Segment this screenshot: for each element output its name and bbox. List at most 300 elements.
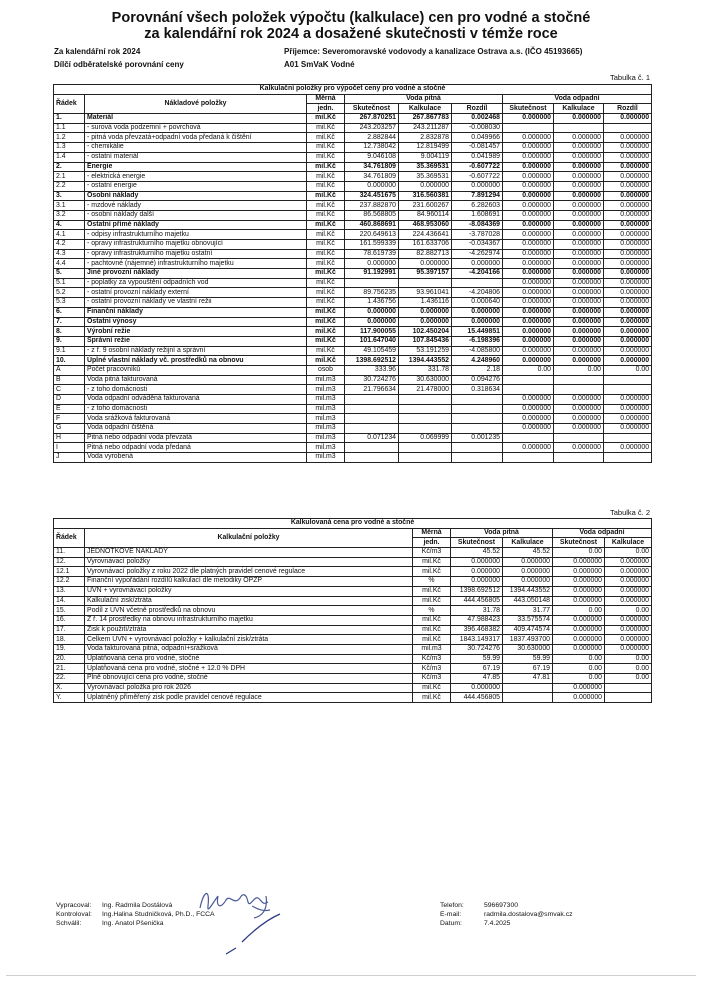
- value-cell: 0.000000: [503, 210, 554, 220]
- value-cell: 0.00: [605, 654, 652, 664]
- value-cell: 0.000000: [604, 220, 652, 230]
- value-cell: 9.004119: [399, 152, 452, 162]
- value-cell: 45.52: [503, 548, 553, 558]
- value-cell: 15.449851: [452, 327, 503, 337]
- row-id-cell: B: [54, 375, 85, 385]
- row-id-cell: 9.1: [54, 346, 85, 356]
- value-cell: 0.000000: [503, 395, 554, 405]
- value-cell: 0.000000: [604, 240, 652, 250]
- col-header-calc-ww: Kalkulace: [554, 104, 604, 114]
- value-cell: 0.000000: [553, 693, 605, 703]
- table-row: [54, 143, 652, 153]
- unit-cell: mil.Kč: [413, 693, 451, 703]
- unit-cell: mil.Kč: [413, 596, 451, 606]
- value-cell: 0.000000: [503, 298, 554, 308]
- col-header-diff: Rozdíl: [452, 104, 503, 114]
- value-cell: -0.081457: [452, 143, 503, 153]
- value-cell: 0.000000: [604, 307, 652, 317]
- item-name-cell: Voda odpadní odváděná fakturovaná: [85, 395, 307, 405]
- value-cell: 2.882844: [345, 133, 399, 143]
- row-id-cell: 3.1: [54, 201, 85, 211]
- table-row: [54, 162, 652, 172]
- col2-header-actual: Skutečnost: [451, 538, 503, 548]
- table-row: [54, 336, 652, 346]
- value-cell: 0.000000: [554, 327, 604, 337]
- unit-cell: Kč/m3: [413, 548, 451, 558]
- value-cell: [452, 424, 503, 434]
- value-cell: 0.000000: [604, 249, 652, 259]
- row-id-cell: G: [54, 424, 85, 434]
- value-cell: 91.192991: [345, 269, 399, 279]
- table1-caption: Kalkulační položky pro výpočet ceny pro vodné a stočné: [54, 85, 652, 95]
- item-name-cell: Výrobní režie: [85, 327, 307, 337]
- col2-header-actual-ww: Skutečnost: [553, 538, 605, 548]
- unit-cell: mil.Kč: [413, 635, 451, 645]
- row-id-cell: 15.: [54, 606, 85, 616]
- unit-cell: mil.Kč: [307, 298, 345, 308]
- footer-labels-left: [56, 901, 92, 928]
- table-row: [54, 181, 652, 191]
- value-cell: 0.000000: [554, 133, 604, 143]
- row-id-cell: 7.: [54, 317, 85, 327]
- prepared-by-label: Vypracoval:: [56, 902, 92, 909]
- value-cell: 0.000000: [604, 346, 652, 356]
- value-cell: 0.000000: [554, 346, 604, 356]
- value-cell: 6.282603: [452, 201, 503, 211]
- unit-cell: mil.Kč: [307, 210, 345, 220]
- value-cell: 0.000000: [503, 114, 554, 124]
- value-cell: 0.00: [605, 664, 652, 674]
- col-header-waste-water: Voda odpadní: [503, 94, 652, 104]
- value-cell: 0.000000: [345, 259, 399, 269]
- item-name-cell: Úplné vlastní náklady vč. prostředků na obnovu: [85, 356, 307, 366]
- value-cell: 0.000000: [451, 577, 503, 587]
- value-cell: 0.000000: [553, 615, 605, 625]
- col2-header-row: Řádek: [54, 528, 85, 547]
- item-name-cell: Voda pitná fakturovaná: [85, 375, 307, 385]
- value-cell: 0.000000: [604, 443, 652, 453]
- value-cell: 0.000000: [554, 259, 604, 269]
- item-name-cell: Uplatňovaná cena pro vodné, stočné: [85, 654, 413, 664]
- value-cell: 0.000000: [399, 259, 452, 269]
- value-cell: [399, 453, 452, 463]
- table-row: [54, 317, 652, 327]
- value-cell: 0.00: [553, 654, 605, 664]
- value-cell: [604, 453, 652, 463]
- value-cell: 53.191259: [399, 346, 452, 356]
- row-id-cell: 12.1: [54, 567, 85, 577]
- date-value: 7.4.2025: [484, 920, 511, 927]
- value-cell: 0.000000: [503, 317, 554, 327]
- value-cell: 84.960114: [399, 210, 452, 220]
- row-id-cell: 1.: [54, 114, 85, 124]
- value-cell: 0.000000: [452, 317, 503, 327]
- value-cell: 0.000640: [452, 298, 503, 308]
- item-name-cell: - ostatní materiál: [85, 152, 307, 162]
- row-id-cell: 1.4: [54, 152, 85, 162]
- value-cell: 0.000000: [554, 220, 604, 230]
- value-cell: 243.211287: [399, 123, 452, 133]
- row-id-cell: X.: [54, 683, 85, 693]
- row-id-cell: A: [54, 365, 85, 375]
- table-row: [54, 606, 652, 616]
- approved-by-label: Schválil:: [56, 920, 82, 927]
- value-cell: 267.870251: [345, 114, 399, 124]
- table-row: [54, 152, 652, 162]
- handwritten-signature: [196, 884, 306, 974]
- value-cell: 35.369531: [399, 172, 452, 182]
- col2-header-drinking-water: Voda pitná: [451, 528, 553, 538]
- value-cell: -4.085800: [452, 346, 503, 356]
- value-cell: 0.000000: [604, 424, 652, 434]
- unit-cell: mil.Kč: [307, 162, 345, 172]
- email-label: E-mail:: [440, 911, 462, 918]
- item-name-cell: Materiál: [85, 114, 307, 124]
- value-cell: 2.832878: [399, 133, 452, 143]
- value-cell: 0.000000: [503, 152, 554, 162]
- value-cell: [399, 424, 452, 434]
- unit-cell: mil.Kč: [307, 133, 345, 143]
- value-cell: [503, 375, 554, 385]
- value-cell: 89.756235: [345, 288, 399, 298]
- value-cell: 0.000000: [605, 577, 652, 587]
- item-name-cell: Vyrovnávací položky z roku 2022 dle platných pravidel cenové regulace: [85, 567, 413, 577]
- value-cell: 0.000000: [554, 404, 604, 414]
- value-cell: 0.000000: [604, 162, 652, 172]
- item-name-cell: - osobní náklady další: [85, 210, 307, 220]
- item-name-cell: - pitná voda převzatá+odpadní voda předaná k čištění: [85, 133, 307, 143]
- value-cell: 0.071234: [345, 433, 399, 443]
- item-name-cell: Finanční náklady: [85, 307, 307, 317]
- col-header-calc: Kalkulace: [399, 104, 452, 114]
- footer-labels-right: [440, 901, 464, 928]
- table-row: [54, 557, 652, 567]
- value-cell: 0.000000: [554, 307, 604, 317]
- table2-label: Tabulka č. 2: [610, 508, 651, 517]
- value-cell: 0.000000: [503, 414, 554, 424]
- row-id-cell: 5.2: [54, 288, 85, 298]
- table-row: [54, 577, 652, 587]
- item-name-cell: Zisk k použití/ztráta: [85, 625, 413, 635]
- row-id-cell: 12.2: [54, 577, 85, 587]
- row-id-cell: I: [54, 443, 85, 453]
- value-cell: 0.000000: [605, 625, 652, 635]
- table-row: [54, 654, 652, 664]
- row-id-cell: 5.1: [54, 278, 85, 288]
- table-row: [54, 123, 652, 133]
- value-cell: 0.000000: [553, 683, 605, 693]
- value-cell: 224.436641: [399, 230, 452, 240]
- value-cell: [452, 278, 503, 288]
- value-cell: 0.000000: [553, 625, 605, 635]
- value-cell: 7.891294: [452, 191, 503, 201]
- row-id-cell: 4.3: [54, 249, 85, 259]
- value-cell: [345, 443, 399, 453]
- value-cell: 0.000000: [503, 356, 554, 366]
- item-name-cell: ÚVN + vyrovnávací položky: [85, 586, 413, 596]
- value-cell: 267.867783: [399, 114, 452, 124]
- value-cell: -0.008030: [452, 123, 503, 133]
- value-cell: 0.000000: [345, 317, 399, 327]
- row-id-cell: 4.2: [54, 240, 85, 250]
- unit-cell: mil.Kč: [307, 201, 345, 211]
- value-cell: 0.000000: [503, 181, 554, 191]
- value-cell: 409.474574: [503, 625, 553, 635]
- value-cell: 47.988423: [451, 615, 503, 625]
- value-cell: 0.094276: [452, 375, 503, 385]
- unit-cell: mil.Kč: [307, 317, 345, 327]
- value-cell: [554, 375, 604, 385]
- value-cell: 0.00: [605, 606, 652, 616]
- unit-cell: mil.Kč: [307, 278, 345, 288]
- bottom-divider: [6, 975, 696, 976]
- unit-cell: Kč/m3: [413, 674, 451, 684]
- value-cell: 0.000000: [503, 557, 553, 567]
- row-id-cell: 2.: [54, 162, 85, 172]
- value-cell: 0.000000: [503, 288, 554, 298]
- value-cell: 161.633706: [399, 240, 452, 250]
- value-cell: 0.000000: [503, 278, 554, 288]
- document-title: [40, 10, 662, 42]
- value-cell: 59.99: [503, 654, 553, 664]
- value-cell: 47.85: [451, 674, 503, 684]
- row-id-cell: 2.2: [54, 181, 85, 191]
- value-cell: 0.000000: [503, 259, 554, 269]
- value-cell: 0.000000: [503, 240, 554, 250]
- value-cell: 0.000000: [345, 307, 399, 317]
- value-cell: 86.568805: [345, 210, 399, 220]
- value-cell: 0.000000: [554, 424, 604, 434]
- value-cell: 0.000000: [554, 230, 604, 240]
- unit-cell: mil.Kč: [307, 288, 345, 298]
- value-cell: 30.724276: [345, 375, 399, 385]
- value-cell: [503, 123, 554, 133]
- table-row: [54, 664, 652, 674]
- col-header-unit-2: jedn.: [307, 104, 345, 114]
- value-cell: 0.000000: [604, 404, 652, 414]
- value-cell: 2.18: [452, 365, 503, 375]
- unit-cell: mil.m3: [307, 424, 345, 434]
- unit-cell: mil.m3: [307, 395, 345, 405]
- value-cell: 0.000000: [554, 298, 604, 308]
- value-cell: 0.000000: [554, 288, 604, 298]
- value-cell: 0.00: [553, 674, 605, 684]
- value-cell: 0.000000: [503, 307, 554, 317]
- value-cell: [452, 404, 503, 414]
- value-cell: -4.204806: [452, 288, 503, 298]
- value-cell: 30.724276: [451, 644, 503, 654]
- value-cell: 1.608691: [452, 210, 503, 220]
- value-cell: 0.000000: [604, 278, 652, 288]
- value-cell: 0.000000: [503, 162, 554, 172]
- value-cell: [503, 453, 554, 463]
- item-name-cell: Voda odpadní čištěná: [85, 424, 307, 434]
- value-cell: 0.001235: [452, 433, 503, 443]
- unit-cell: mil.Kč: [307, 307, 345, 317]
- item-name-cell: Ostatní výnosy: [85, 317, 307, 327]
- item-name-cell: Ostatní přímé náklady: [85, 220, 307, 230]
- value-cell: 78.619739: [345, 249, 399, 259]
- value-cell: 0.000000: [553, 586, 605, 596]
- price-calc-table: [53, 518, 652, 703]
- value-cell: 0.000000: [554, 162, 604, 172]
- value-cell: 0.00: [553, 664, 605, 674]
- col2-header-unit-2: jedn.: [413, 538, 451, 548]
- row-id-cell: F: [54, 414, 85, 424]
- value-cell: 0.000000: [554, 414, 604, 424]
- unit-cell: mil.m3: [307, 375, 345, 385]
- value-cell: 1837.493700: [503, 635, 553, 645]
- unit-cell: mil.Kč: [307, 152, 345, 162]
- unit-label: A01 SmVaK Vodné: [284, 60, 355, 69]
- value-cell: 1398.692512: [451, 586, 503, 596]
- table-row: [54, 172, 652, 182]
- row-id-cell: 13.: [54, 586, 85, 596]
- value-cell: 0.000000: [554, 240, 604, 250]
- value-cell: 220.649613: [345, 230, 399, 240]
- table-row: [54, 443, 652, 453]
- value-cell: 0.000000: [451, 557, 503, 567]
- row-id-cell: 10.: [54, 356, 85, 366]
- value-cell: [503, 693, 553, 703]
- value-cell: 0.000000: [554, 278, 604, 288]
- value-cell: [503, 433, 554, 443]
- item-name-cell: - z toho domácnosti: [85, 404, 307, 414]
- value-cell: [503, 683, 553, 693]
- table-row: [54, 404, 652, 414]
- value-cell: 0.000000: [604, 288, 652, 298]
- value-cell: 0.000000: [604, 201, 652, 211]
- value-cell: [345, 424, 399, 434]
- value-cell: 0.000000: [604, 133, 652, 143]
- table-row: [54, 683, 652, 693]
- unit-cell: mil.Kč: [307, 327, 345, 337]
- table-row: [54, 230, 652, 240]
- value-cell: 0.00: [503, 365, 554, 375]
- value-cell: 0.000000: [554, 443, 604, 453]
- table-row: [54, 220, 652, 230]
- value-cell: 0.000000: [451, 567, 503, 577]
- prepared-by-name: Ing. Radmila Dostálová: [102, 902, 173, 909]
- value-cell: 0.000000: [604, 395, 652, 405]
- value-cell: 0.000000: [503, 424, 554, 434]
- item-name-cell: Správní režie: [85, 336, 307, 346]
- item-name-cell: Celkem ÚVN + vyrovnávací položky + kalkulační zisk/ztráta: [85, 635, 413, 645]
- row-id-cell: 1.1: [54, 123, 85, 133]
- value-cell: [604, 385, 652, 395]
- item-name-cell: Uplatněný přiměřený zisk podle pravidel cenové regulace: [85, 693, 413, 703]
- value-cell: [345, 395, 399, 405]
- value-cell: 0.000000: [604, 356, 652, 366]
- value-cell: -6.198396: [452, 336, 503, 346]
- table-row: [54, 201, 652, 211]
- value-cell: 0.000000: [503, 577, 553, 587]
- value-cell: 49.105459: [345, 346, 399, 356]
- value-cell: 0.000000: [554, 269, 604, 279]
- value-cell: 0.000000: [503, 172, 554, 182]
- table1-label: Tabulka č. 1: [610, 73, 651, 82]
- table-row: [54, 259, 652, 269]
- value-cell: [554, 123, 604, 133]
- value-cell: 444.456805: [451, 693, 503, 703]
- value-cell: 1398.692512: [345, 356, 399, 366]
- item-name-cell: - surová voda podzemní + povrchová: [85, 123, 307, 133]
- table-row: [54, 298, 652, 308]
- row-id-cell: 22.: [54, 674, 85, 684]
- unit-cell: mil.m3: [307, 433, 345, 443]
- recipient: Příjemce: Severomoravské vodovody a kanalizace Ostrava a.s. (IČO 45193665): [284, 47, 583, 56]
- col-header-diff-ww: Rozdíl: [604, 104, 652, 114]
- value-cell: 117.900055: [345, 327, 399, 337]
- value-cell: 0.000000: [452, 259, 503, 269]
- value-cell: -0.607722: [452, 162, 503, 172]
- value-cell: 1.436756: [345, 298, 399, 308]
- unit-cell: mil.Kč: [307, 240, 345, 250]
- row-id-cell: 21.: [54, 664, 85, 674]
- value-cell: 0.000000: [553, 644, 605, 654]
- unit-cell: osob: [307, 365, 345, 375]
- value-cell: 0.049966: [452, 133, 503, 143]
- item-name-cell: - ostatní provozní náklady externí: [85, 288, 307, 298]
- row-id-cell: 8.: [54, 327, 85, 337]
- value-cell: 30.630000: [503, 644, 553, 654]
- value-cell: 0.000000: [553, 596, 605, 606]
- item-name-cell: - ostatní energie: [85, 181, 307, 191]
- value-cell: [399, 414, 452, 424]
- item-name-cell: Voda srážková fakturovaná: [85, 414, 307, 424]
- item-name-cell: - z toho domácnosti: [85, 385, 307, 395]
- value-cell: 0.002468: [452, 114, 503, 124]
- row-id-cell: 1.2: [54, 133, 85, 143]
- value-cell: 0.000000: [554, 181, 604, 191]
- table-row: [54, 191, 652, 201]
- table-row: [54, 625, 652, 635]
- table-row: [54, 375, 652, 385]
- unit-cell: Kč/m3: [413, 654, 451, 664]
- value-cell: 1394.443552: [503, 586, 553, 596]
- value-cell: 0.000000: [554, 317, 604, 327]
- table-row: [54, 586, 652, 596]
- item-name-cell: - elektrická energie: [85, 172, 307, 182]
- unit-cell: mil.Kč: [413, 567, 451, 577]
- row-id-cell: 19.: [54, 644, 85, 654]
- value-cell: [399, 278, 452, 288]
- unit-cell: mil.Kč: [307, 123, 345, 133]
- value-cell: [554, 453, 604, 463]
- row-id-cell: 4.4: [54, 259, 85, 269]
- table-row: [54, 133, 652, 143]
- col-header-drinking-water: Voda pitná: [345, 94, 503, 104]
- col-header-items: Nákladové položky: [85, 94, 307, 113]
- value-cell: 0.000000: [554, 336, 604, 346]
- value-cell: 324.451675: [345, 191, 399, 201]
- value-cell: 0.000000: [503, 201, 554, 211]
- table-row: [54, 674, 652, 684]
- value-cell: 0.000000: [553, 635, 605, 645]
- value-cell: 45.52: [451, 548, 503, 558]
- year-label: Za kalendářní rok 2024: [54, 47, 141, 56]
- item-name-cell: Vyrovnávací položky: [85, 557, 413, 567]
- value-cell: 0.000000: [553, 567, 605, 577]
- value-cell: 35.369531: [399, 162, 452, 172]
- value-cell: 0.000000: [604, 230, 652, 240]
- unit-cell: mil.Kč: [307, 249, 345, 259]
- row-id-cell: 20.: [54, 654, 85, 664]
- col2-header-items: Kalkulační položky: [85, 528, 413, 547]
- value-cell: [452, 414, 503, 424]
- phone-label: Telefon:: [440, 902, 464, 909]
- value-cell: 93.961041: [399, 288, 452, 298]
